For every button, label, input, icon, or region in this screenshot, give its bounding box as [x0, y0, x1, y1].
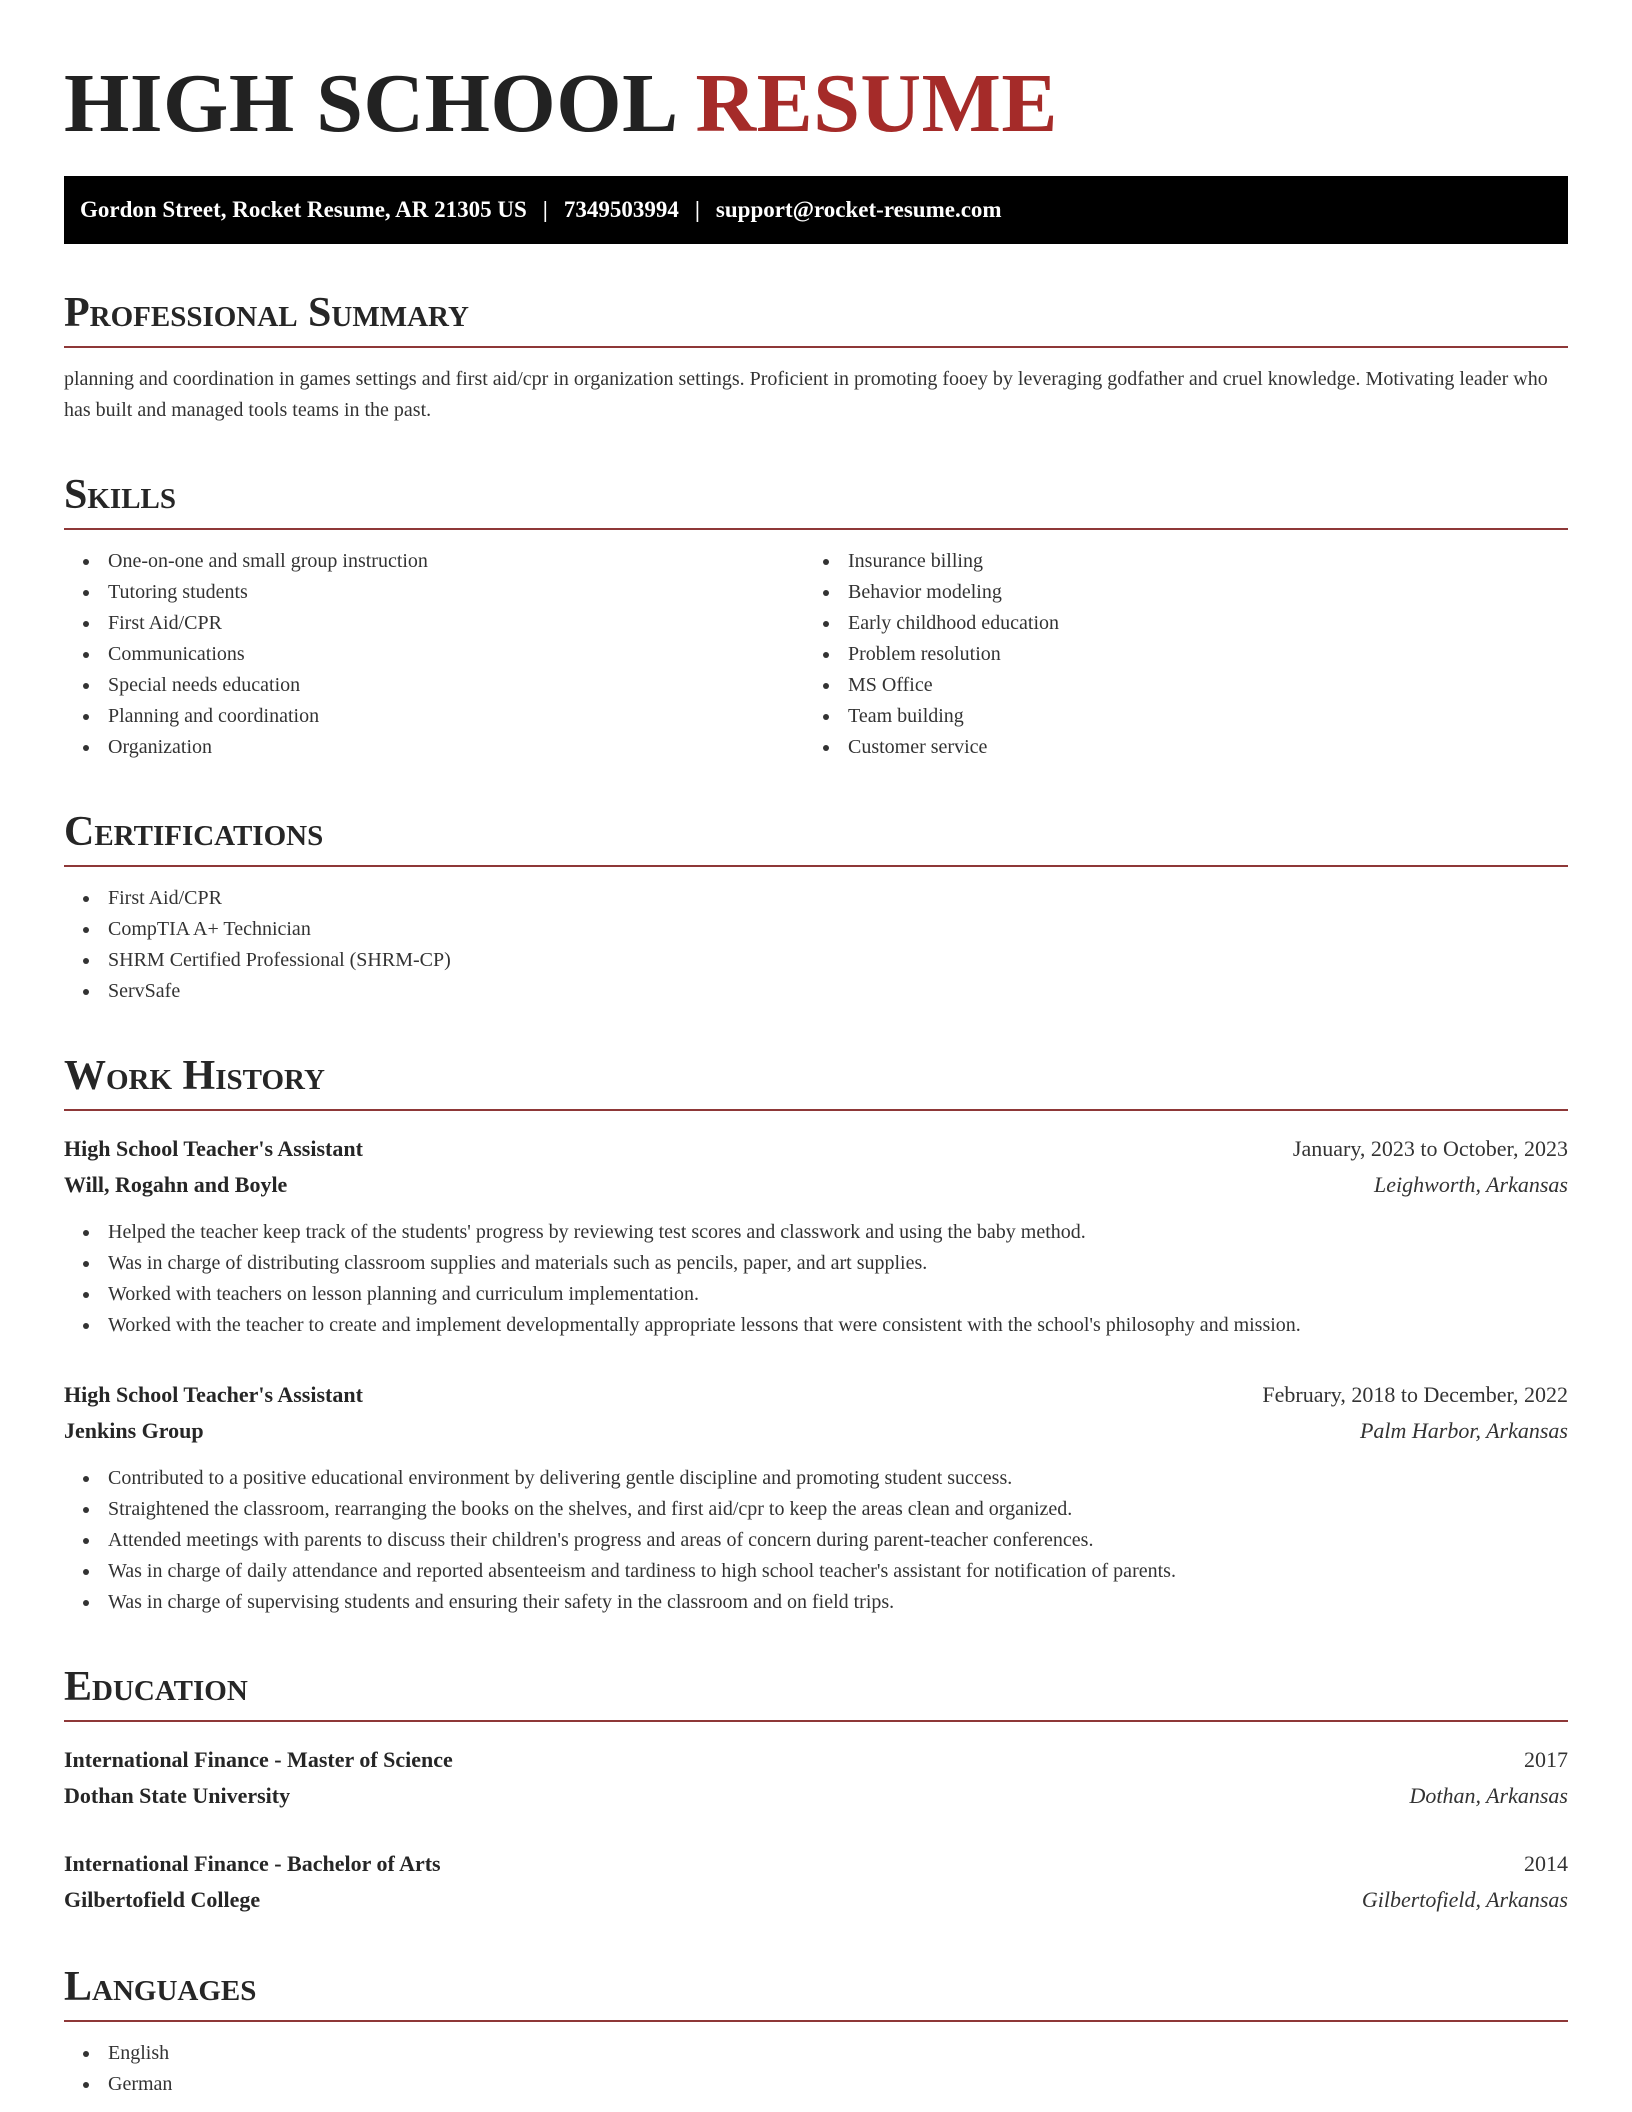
contact-phone: 7349503994 [563, 197, 679, 222]
skills-list-right [804, 546, 1544, 763]
job-duties-list [64, 1217, 1568, 1341]
job-title: High School Teacher's Assistant [64, 1136, 363, 1161]
certification-item: SHRM Certified Professional (SHRM-CP) [64, 945, 1568, 976]
education-school-row [64, 1882, 1568, 1918]
job-company-row [64, 1413, 1568, 1449]
education-location: Gilbertofield, Arkansas [1361, 1887, 1568, 1912]
education-degree-row [64, 1742, 1568, 1778]
contact-email: support@rocket-resume.com [715, 197, 1002, 222]
skill-item: One-on-one and small group instruction [64, 546, 804, 577]
job-title: High School Teacher's Assistant [64, 1382, 363, 1407]
work-history-section [64, 1051, 1568, 1618]
skills-grid [64, 546, 1568, 763]
job-header-row [64, 1131, 1568, 1167]
summary-section [64, 288, 1568, 426]
languages-heading: Languages [64, 1962, 1568, 2022]
education-school: Gilbertofield College [64, 1887, 261, 1912]
contact-address: Gordon Street, Rocket Resume, AR 21305 US [80, 197, 527, 222]
contact-bar [64, 176, 1568, 244]
job-dates: January, 2023 to October, 2023 [1292, 1136, 1568, 1161]
job-duty-item: Was in charge of supervising students and ensuring their safety in the classroom and on field trips. [64, 1587, 1568, 1618]
job-company: Jenkins Group [64, 1418, 204, 1443]
job-entry [64, 1377, 1568, 1618]
title-main: HIGH SCHOOL [64, 57, 674, 150]
education-entry [64, 1742, 1568, 1814]
skill-item: Team building [804, 701, 1544, 732]
job-duty-item: Was in charge of distributing classroom supplies and materials such as pencils, paper, and art supplies. [64, 1248, 1568, 1279]
languages-section [64, 1962, 1568, 2100]
skill-item: Planning and coordination [64, 701, 804, 732]
certifications-list [64, 883, 1568, 1007]
certifications-heading: Certifications [64, 807, 1568, 867]
skill-item: Behavior modeling [804, 577, 1544, 608]
education-entry [64, 1846, 1568, 1918]
skills-section [64, 470, 1568, 763]
job-location: Palm Harbor, Arkansas [1359, 1418, 1568, 1443]
certifications-section [64, 807, 1568, 1007]
job-header-row [64, 1377, 1568, 1413]
job-location: Leighworth, Arkansas [1374, 1172, 1568, 1197]
summary-text: planning and coordination in games settings and first aid/cpr in organization settings. Proficient in promoting fooey by leveraging godfather and cruel knowledge. Motivating leader who has built and managed tools teams in the past. [64, 368, 1548, 421]
skills-list-left [64, 546, 804, 763]
education-location: Dothan, Arkansas [1409, 1783, 1568, 1808]
skill-item: Problem resolution [804, 639, 1544, 670]
skill-item: Organization [64, 732, 804, 763]
job-dates: February, 2018 to December, 2022 [1262, 1382, 1568, 1407]
summary-heading: Professional Summary [64, 288, 1568, 348]
skill-item: Communications [64, 639, 804, 670]
language-item: German [64, 2069, 1568, 2100]
education-heading: Education [64, 1662, 1568, 1722]
certification-item: First Aid/CPR [64, 883, 1568, 914]
job-duty-item: Straightened the classroom, rearranging the books on the shelves, and first aid/cpr to keep the areas clean and organized. [64, 1494, 1568, 1525]
education-degree: International Finance - Master of Science [64, 1747, 453, 1772]
job-duty-item: Was in charge of daily attendance and reported absenteeism and tardiness to high school teacher's assistant for notification of parents. [64, 1556, 1568, 1587]
education-school: Dothan State University [64, 1783, 291, 1808]
certification-item: ServSafe [64, 976, 1568, 1007]
skill-item: First Aid/CPR [64, 608, 804, 639]
job-duties-list [64, 1463, 1568, 1618]
resume-title [64, 56, 1568, 152]
job-duty-item: Worked with teachers on lesson planning and curriculum implementation. [64, 1279, 1568, 1310]
job-duty-item: Worked with the teacher to create and implement developmentally appropriate lessons that were consistent with the school's philosophy and mission. [64, 1310, 1568, 1341]
title-accent: RESUME [695, 57, 1058, 150]
job-duty-item: Helped the teacher keep track of the students' progress by reviewing test scores and classwork and using the baby method. [64, 1217, 1568, 1248]
education-degree-row [64, 1846, 1568, 1882]
education-year: 2017 [1524, 1747, 1568, 1772]
education-section [64, 1662, 1568, 1918]
language-item: English [64, 2038, 1568, 2069]
contact-separator: | [542, 197, 548, 222]
work-history-heading: Work History [64, 1051, 1568, 1111]
job-company: Will, Rogahn and Boyle [64, 1172, 288, 1197]
job-entry [64, 1131, 1568, 1341]
skills-heading: Skills [64, 470, 1568, 530]
job-company-row [64, 1167, 1568, 1203]
education-year: 2014 [1524, 1851, 1568, 1876]
education-school-row [64, 1778, 1568, 1814]
education-degree: International Finance - Bachelor of Arts [64, 1851, 441, 1876]
certification-item: CompTIA A+ Technician [64, 914, 1568, 945]
languages-list [64, 2038, 1568, 2100]
job-duty-item: Attended meetings with parents to discuss their children's progress and areas of concern during parent-teacher conferences. [64, 1525, 1568, 1556]
skill-item: MS Office [804, 670, 1544, 701]
skill-item: Customer service [804, 732, 1544, 763]
skill-item: Early childhood education [804, 608, 1544, 639]
job-duty-item: Contributed to a positive educational environment by delivering gentle discipline and promoting student success. [64, 1463, 1568, 1494]
contact-separator: | [694, 197, 700, 222]
skill-item: Insurance billing [804, 546, 1544, 577]
skill-item: Tutoring students [64, 577, 804, 608]
skill-item: Special needs education [64, 670, 804, 701]
